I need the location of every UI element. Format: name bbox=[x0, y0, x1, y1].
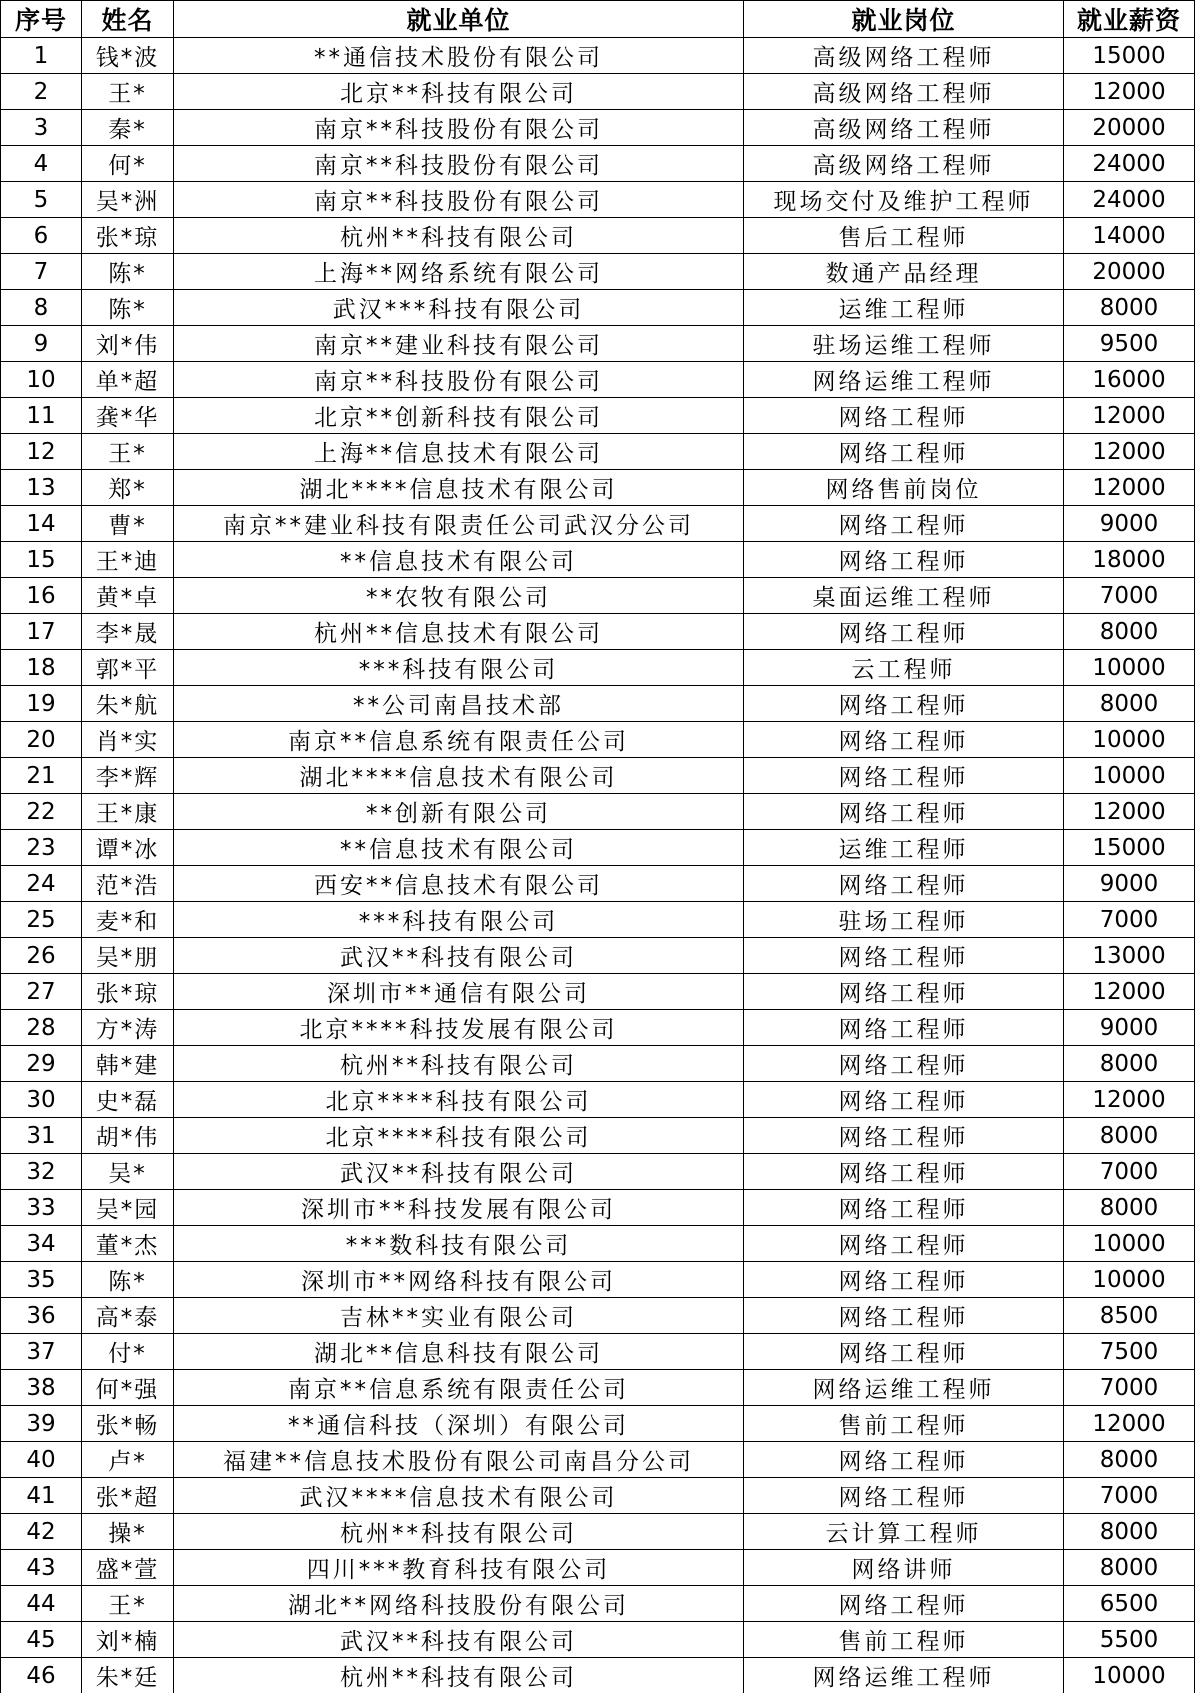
cell-position: 网络工程师 bbox=[744, 1442, 1064, 1478]
cell-name: 操* bbox=[82, 1514, 174, 1550]
cell-no: 29 bbox=[1, 1046, 82, 1082]
cell-position: 售前工程师 bbox=[744, 1406, 1064, 1442]
cell-salary: 10000 bbox=[1064, 758, 1195, 794]
cell-position: 运维工程师 bbox=[744, 830, 1064, 866]
cell-position: 网络工程师 bbox=[744, 542, 1064, 578]
cell-no: 18 bbox=[1, 650, 82, 686]
cell-salary: 7000 bbox=[1064, 902, 1195, 938]
table-row bbox=[1, 722, 1195, 758]
cell-company: 西安**信息技术有限公司 bbox=[174, 866, 744, 902]
cell-salary: 8500 bbox=[1064, 1298, 1195, 1334]
cell-salary: 12000 bbox=[1064, 794, 1195, 830]
cell-position: 网络工程师 bbox=[744, 938, 1064, 974]
cell-name: 谭*冰 bbox=[82, 830, 174, 866]
cell-company: 福建**信息技术股份有限公司南昌分公司 bbox=[174, 1442, 744, 1478]
cell-no: 31 bbox=[1, 1118, 82, 1154]
header-name: 姓名 bbox=[82, 1, 174, 38]
cell-position: 网络工程师 bbox=[744, 758, 1064, 794]
table-header bbox=[1, 1, 1195, 38]
cell-company: **公司南昌技术部 bbox=[174, 686, 744, 722]
cell-company: 北京****科技有限公司 bbox=[174, 1082, 744, 1118]
cell-name: 胡*伟 bbox=[82, 1118, 174, 1154]
cell-position: 网络工程师 bbox=[744, 722, 1064, 758]
table-row bbox=[1, 326, 1195, 362]
cell-company: ***数科技有限公司 bbox=[174, 1226, 744, 1262]
table-row bbox=[1, 74, 1195, 110]
table-row bbox=[1, 506, 1195, 542]
cell-position: 网络工程师 bbox=[744, 1262, 1064, 1298]
table-row bbox=[1, 1622, 1195, 1658]
cell-salary: 13000 bbox=[1064, 938, 1195, 974]
cell-no: 45 bbox=[1, 1622, 82, 1658]
cell-name: 何*强 bbox=[82, 1370, 174, 1406]
cell-name: 盛*萱 bbox=[82, 1550, 174, 1586]
cell-company: 武汉****信息技术有限公司 bbox=[174, 1478, 744, 1514]
cell-name: 付* bbox=[82, 1334, 174, 1370]
cell-company: 武汉**科技有限公司 bbox=[174, 1622, 744, 1658]
cell-no: 7 bbox=[1, 254, 82, 290]
table-row bbox=[1, 1190, 1195, 1226]
cell-no: 41 bbox=[1, 1478, 82, 1514]
cell-salary: 10000 bbox=[1064, 1226, 1195, 1262]
cell-salary: 12000 bbox=[1064, 1082, 1195, 1118]
cell-no: 3 bbox=[1, 110, 82, 146]
cell-company: 湖北****信息技术有限公司 bbox=[174, 758, 744, 794]
table-row bbox=[1, 1478, 1195, 1514]
table-row bbox=[1, 1298, 1195, 1334]
cell-name: 麦*和 bbox=[82, 902, 174, 938]
cell-salary: 24000 bbox=[1064, 146, 1195, 182]
cell-no: 16 bbox=[1, 578, 82, 614]
cell-company: 四川***教育科技有限公司 bbox=[174, 1550, 744, 1586]
header-position: 就业岗位 bbox=[744, 1, 1064, 38]
cell-no: 36 bbox=[1, 1298, 82, 1334]
cell-name: 陈* bbox=[82, 290, 174, 326]
cell-no: 13 bbox=[1, 470, 82, 506]
cell-no: 11 bbox=[1, 398, 82, 434]
cell-position: 网络工程师 bbox=[744, 1082, 1064, 1118]
cell-position: 云工程师 bbox=[744, 650, 1064, 686]
cell-name: 吴*朋 bbox=[82, 938, 174, 974]
cell-name: 王* bbox=[82, 434, 174, 470]
cell-no: 15 bbox=[1, 542, 82, 578]
cell-salary: 12000 bbox=[1064, 974, 1195, 1010]
cell-no: 27 bbox=[1, 974, 82, 1010]
cell-no: 33 bbox=[1, 1190, 82, 1226]
cell-no: 22 bbox=[1, 794, 82, 830]
cell-no: 9 bbox=[1, 326, 82, 362]
cell-name: 肖*实 bbox=[82, 722, 174, 758]
cell-position: 网络工程师 bbox=[744, 1190, 1064, 1226]
cell-name: 朱*航 bbox=[82, 686, 174, 722]
cell-salary: 7000 bbox=[1064, 1478, 1195, 1514]
cell-name: 王*康 bbox=[82, 794, 174, 830]
header-row bbox=[1, 1, 1195, 38]
cell-position: 高级网络工程师 bbox=[744, 146, 1064, 182]
cell-no: 39 bbox=[1, 1406, 82, 1442]
cell-no: 35 bbox=[1, 1262, 82, 1298]
cell-no: 1 bbox=[1, 38, 82, 74]
cell-position: 售后工程师 bbox=[744, 218, 1064, 254]
table-row bbox=[1, 1046, 1195, 1082]
cell-company: 北京****科技发展有限公司 bbox=[174, 1010, 744, 1046]
cell-no: 5 bbox=[1, 182, 82, 218]
cell-position: 网络工程师 bbox=[744, 1046, 1064, 1082]
cell-salary: 12000 bbox=[1064, 74, 1195, 110]
cell-no: 24 bbox=[1, 866, 82, 902]
cell-company: 南京**信息系统有限责任公司 bbox=[174, 722, 744, 758]
cell-no: 44 bbox=[1, 1586, 82, 1622]
table-row bbox=[1, 434, 1195, 470]
cell-company: 吉林**实业有限公司 bbox=[174, 1298, 744, 1334]
cell-name: 龚*华 bbox=[82, 398, 174, 434]
cell-name: 史*磊 bbox=[82, 1082, 174, 1118]
cell-company: 上海**网络系统有限公司 bbox=[174, 254, 744, 290]
cell-no: 43 bbox=[1, 1550, 82, 1586]
cell-no: 4 bbox=[1, 146, 82, 182]
cell-salary: 8000 bbox=[1064, 290, 1195, 326]
cell-salary: 15000 bbox=[1064, 38, 1195, 74]
cell-company: 南京**信息系统有限责任公司 bbox=[174, 1370, 744, 1406]
cell-salary: 9000 bbox=[1064, 506, 1195, 542]
cell-position: 驻场工程师 bbox=[744, 902, 1064, 938]
cell-company: **信息技术有限公司 bbox=[174, 542, 744, 578]
table-row bbox=[1, 182, 1195, 218]
cell-company: 南京**科技股份有限公司 bbox=[174, 182, 744, 218]
cell-no: 25 bbox=[1, 902, 82, 938]
table-row bbox=[1, 1586, 1195, 1622]
cell-salary: 10000 bbox=[1064, 1262, 1195, 1298]
table-row bbox=[1, 830, 1195, 866]
cell-company: 杭州**科技有限公司 bbox=[174, 218, 744, 254]
cell-no: 38 bbox=[1, 1370, 82, 1406]
cell-name: 陈* bbox=[82, 1262, 174, 1298]
cell-salary: 24000 bbox=[1064, 182, 1195, 218]
cell-salary: 10000 bbox=[1064, 722, 1195, 758]
table-row bbox=[1, 1082, 1195, 1118]
table-row bbox=[1, 146, 1195, 182]
cell-position: 高级网络工程师 bbox=[744, 110, 1064, 146]
cell-name: 何* bbox=[82, 146, 174, 182]
cell-company: 武汉***科技有限公司 bbox=[174, 290, 744, 326]
cell-salary: 8000 bbox=[1064, 1514, 1195, 1550]
cell-position: 网络运维工程师 bbox=[744, 362, 1064, 398]
header-no: 序号 bbox=[1, 1, 82, 38]
cell-position: 驻场运维工程师 bbox=[744, 326, 1064, 362]
cell-salary: 7000 bbox=[1064, 1154, 1195, 1190]
cell-no: 40 bbox=[1, 1442, 82, 1478]
table-row bbox=[1, 578, 1195, 614]
cell-name: 王*迪 bbox=[82, 542, 174, 578]
cell-name: 高*泰 bbox=[82, 1298, 174, 1334]
table-row bbox=[1, 686, 1195, 722]
cell-name: 郑* bbox=[82, 470, 174, 506]
cell-salary: 7000 bbox=[1064, 1370, 1195, 1406]
cell-company: 深圳市**网络科技有限公司 bbox=[174, 1262, 744, 1298]
cell-name: 王* bbox=[82, 1586, 174, 1622]
table-row bbox=[1, 938, 1195, 974]
cell-position: 数通产品经理 bbox=[744, 254, 1064, 290]
cell-company: 湖北**网络科技股份有限公司 bbox=[174, 1586, 744, 1622]
cell-salary: 15000 bbox=[1064, 830, 1195, 866]
cell-company: 湖北**信息科技有限公司 bbox=[174, 1334, 744, 1370]
cell-position: 网络工程师 bbox=[744, 1226, 1064, 1262]
table-row bbox=[1, 1262, 1195, 1298]
cell-no: 28 bbox=[1, 1010, 82, 1046]
cell-salary: 12000 bbox=[1064, 398, 1195, 434]
cell-salary: 6500 bbox=[1064, 1586, 1195, 1622]
cell-no: 34 bbox=[1, 1226, 82, 1262]
cell-position: 网络工程师 bbox=[744, 398, 1064, 434]
cell-name: 陈* bbox=[82, 254, 174, 290]
table-row bbox=[1, 1226, 1195, 1262]
table-row bbox=[1, 542, 1195, 578]
cell-name: 吴*园 bbox=[82, 1190, 174, 1226]
cell-position: 网络工程师 bbox=[744, 1334, 1064, 1370]
table-row bbox=[1, 1118, 1195, 1154]
cell-name: 郭*平 bbox=[82, 650, 174, 686]
header-salary: 就业薪资 bbox=[1064, 1, 1195, 38]
cell-position: 桌面运维工程师 bbox=[744, 578, 1064, 614]
cell-company: 杭州**科技有限公司 bbox=[174, 1046, 744, 1082]
cell-position: 网络工程师 bbox=[744, 1154, 1064, 1190]
cell-no: 10 bbox=[1, 362, 82, 398]
cell-position: 高级网络工程师 bbox=[744, 38, 1064, 74]
table-row bbox=[1, 758, 1195, 794]
cell-position: 售前工程师 bbox=[744, 1622, 1064, 1658]
cell-position: 现场交付及维护工程师 bbox=[744, 182, 1064, 218]
cell-name: 黄*卓 bbox=[82, 578, 174, 614]
cell-salary: 10000 bbox=[1064, 1658, 1195, 1693]
cell-position: 网络工程师 bbox=[744, 974, 1064, 1010]
cell-salary: 8000 bbox=[1064, 1442, 1195, 1478]
table-row bbox=[1, 290, 1195, 326]
cell-salary: 8000 bbox=[1064, 686, 1195, 722]
cell-company: 杭州**科技有限公司 bbox=[174, 1514, 744, 1550]
cell-no: 14 bbox=[1, 506, 82, 542]
table-row bbox=[1, 38, 1195, 74]
cell-name: 张*超 bbox=[82, 1478, 174, 1514]
cell-name: 李*辉 bbox=[82, 758, 174, 794]
cell-no: 8 bbox=[1, 290, 82, 326]
cell-salary: 8000 bbox=[1064, 1550, 1195, 1586]
cell-company: 南京**科技股份有限公司 bbox=[174, 362, 744, 398]
cell-salary: 10000 bbox=[1064, 650, 1195, 686]
table-row bbox=[1, 1334, 1195, 1370]
cell-position: 高级网络工程师 bbox=[744, 74, 1064, 110]
cell-company: 杭州**科技有限公司 bbox=[174, 1658, 744, 1693]
cell-company: ***科技有限公司 bbox=[174, 650, 744, 686]
cell-salary: 20000 bbox=[1064, 254, 1195, 290]
cell-salary: 16000 bbox=[1064, 362, 1195, 398]
table-row bbox=[1, 1406, 1195, 1442]
cell-no: 46 bbox=[1, 1658, 82, 1693]
cell-salary: 12000 bbox=[1064, 1406, 1195, 1442]
cell-name: 单*超 bbox=[82, 362, 174, 398]
table-row bbox=[1, 902, 1195, 938]
table-body bbox=[1, 38, 1195, 1693]
table-row bbox=[1, 398, 1195, 434]
cell-no: 42 bbox=[1, 1514, 82, 1550]
table-row bbox=[1, 1514, 1195, 1550]
cell-name: 钱*波 bbox=[82, 38, 174, 74]
header-company: 就业单位 bbox=[174, 1, 744, 38]
cell-no: 37 bbox=[1, 1334, 82, 1370]
cell-position: 网络工程师 bbox=[744, 1478, 1064, 1514]
cell-company: **农牧有限公司 bbox=[174, 578, 744, 614]
table-row bbox=[1, 866, 1195, 902]
cell-name: 张*畅 bbox=[82, 1406, 174, 1442]
cell-name: 方*涛 bbox=[82, 1010, 174, 1046]
cell-no: 2 bbox=[1, 74, 82, 110]
cell-salary: 14000 bbox=[1064, 218, 1195, 254]
cell-salary: 8000 bbox=[1064, 614, 1195, 650]
table-row bbox=[1, 1442, 1195, 1478]
cell-position: 网络工程师 bbox=[744, 1586, 1064, 1622]
cell-name: 李*晟 bbox=[82, 614, 174, 650]
cell-salary: 7500 bbox=[1064, 1334, 1195, 1370]
cell-position: 网络工程师 bbox=[744, 434, 1064, 470]
cell-name: 范*浩 bbox=[82, 866, 174, 902]
cell-company: **通信技术股份有限公司 bbox=[174, 38, 744, 74]
cell-name: 刘*楠 bbox=[82, 1622, 174, 1658]
cell-no: 30 bbox=[1, 1082, 82, 1118]
table-row bbox=[1, 794, 1195, 830]
cell-salary: 9500 bbox=[1064, 326, 1195, 362]
cell-position: 网络工程师 bbox=[744, 506, 1064, 542]
cell-company: 杭州**信息技术有限公司 bbox=[174, 614, 744, 650]
cell-no: 17 bbox=[1, 614, 82, 650]
cell-name: 卢* bbox=[82, 1442, 174, 1478]
cell-position: 云计算工程师 bbox=[744, 1514, 1064, 1550]
cell-company: 北京**科技有限公司 bbox=[174, 74, 744, 110]
cell-position: 网络工程师 bbox=[744, 1010, 1064, 1046]
cell-company: ***科技有限公司 bbox=[174, 902, 744, 938]
cell-name: 张*琼 bbox=[82, 218, 174, 254]
cell-no: 19 bbox=[1, 686, 82, 722]
cell-name: 曹* bbox=[82, 506, 174, 542]
table-row bbox=[1, 1658, 1195, 1693]
table-row bbox=[1, 1370, 1195, 1406]
cell-salary: 12000 bbox=[1064, 434, 1195, 470]
cell-no: 21 bbox=[1, 758, 82, 794]
cell-position: 网络工程师 bbox=[744, 614, 1064, 650]
cell-company: **信息技术有限公司 bbox=[174, 830, 744, 866]
cell-no: 12 bbox=[1, 434, 82, 470]
cell-position: 运维工程师 bbox=[744, 290, 1064, 326]
cell-no: 20 bbox=[1, 722, 82, 758]
cell-company: 北京**创新科技有限公司 bbox=[174, 398, 744, 434]
table-row bbox=[1, 110, 1195, 146]
table-row bbox=[1, 1010, 1195, 1046]
cell-position: 网络工程师 bbox=[744, 794, 1064, 830]
cell-position: 网络工程师 bbox=[744, 1298, 1064, 1334]
cell-no: 23 bbox=[1, 830, 82, 866]
table-row bbox=[1, 470, 1195, 506]
cell-no: 26 bbox=[1, 938, 82, 974]
cell-name: 朱*廷 bbox=[82, 1658, 174, 1693]
cell-position: 网络运维工程师 bbox=[744, 1370, 1064, 1406]
cell-name: 吴* bbox=[82, 1154, 174, 1190]
cell-company: 南京**建业科技有限责任公司武汉分公司 bbox=[174, 506, 744, 542]
cell-name: 董*杰 bbox=[82, 1226, 174, 1262]
cell-company: 湖北****信息技术有限公司 bbox=[174, 470, 744, 506]
table-row bbox=[1, 974, 1195, 1010]
cell-salary: 18000 bbox=[1064, 542, 1195, 578]
table-row bbox=[1, 1550, 1195, 1586]
table-row bbox=[1, 1154, 1195, 1190]
cell-salary: 7000 bbox=[1064, 578, 1195, 614]
cell-no: 32 bbox=[1, 1154, 82, 1190]
cell-company: **创新有限公司 bbox=[174, 794, 744, 830]
cell-salary: 8000 bbox=[1064, 1190, 1195, 1226]
cell-company: 上海**信息技术有限公司 bbox=[174, 434, 744, 470]
cell-company: 武汉**科技有限公司 bbox=[174, 1154, 744, 1190]
cell-company: 北京****科技有限公司 bbox=[174, 1118, 744, 1154]
cell-position: 网络售前岗位 bbox=[744, 470, 1064, 506]
table-row bbox=[1, 614, 1195, 650]
table-row bbox=[1, 362, 1195, 398]
cell-no: 6 bbox=[1, 218, 82, 254]
cell-name: 张*琼 bbox=[82, 974, 174, 1010]
cell-salary: 9000 bbox=[1064, 866, 1195, 902]
cell-company: 深圳市**科技发展有限公司 bbox=[174, 1190, 744, 1226]
table-row bbox=[1, 254, 1195, 290]
cell-name: 吴*洲 bbox=[82, 182, 174, 218]
cell-company: **通信科技（深圳）有限公司 bbox=[174, 1406, 744, 1442]
cell-company: 南京**科技股份有限公司 bbox=[174, 110, 744, 146]
cell-salary: 8000 bbox=[1064, 1118, 1195, 1154]
cell-salary: 12000 bbox=[1064, 470, 1195, 506]
cell-salary: 5500 bbox=[1064, 1622, 1195, 1658]
cell-salary: 9000 bbox=[1064, 1010, 1195, 1046]
cell-name: 韩*建 bbox=[82, 1046, 174, 1082]
cell-name: 秦* bbox=[82, 110, 174, 146]
cell-name: 王* bbox=[82, 74, 174, 110]
table-row bbox=[1, 650, 1195, 686]
cell-company: 武汉**科技有限公司 bbox=[174, 938, 744, 974]
cell-position: 网络工程师 bbox=[744, 1118, 1064, 1154]
cell-position: 网络工程师 bbox=[744, 866, 1064, 902]
cell-company: 南京**科技股份有限公司 bbox=[174, 146, 744, 182]
cell-company: 南京**建业科技有限公司 bbox=[174, 326, 744, 362]
cell-name: 刘*伟 bbox=[82, 326, 174, 362]
cell-company: 深圳市**通信有限公司 bbox=[174, 974, 744, 1010]
cell-position: 网络讲师 bbox=[744, 1550, 1064, 1586]
cell-salary: 8000 bbox=[1064, 1046, 1195, 1082]
table-row bbox=[1, 218, 1195, 254]
cell-position: 网络运维工程师 bbox=[744, 1658, 1064, 1693]
cell-position: 网络工程师 bbox=[744, 686, 1064, 722]
cell-salary: 20000 bbox=[1064, 110, 1195, 146]
